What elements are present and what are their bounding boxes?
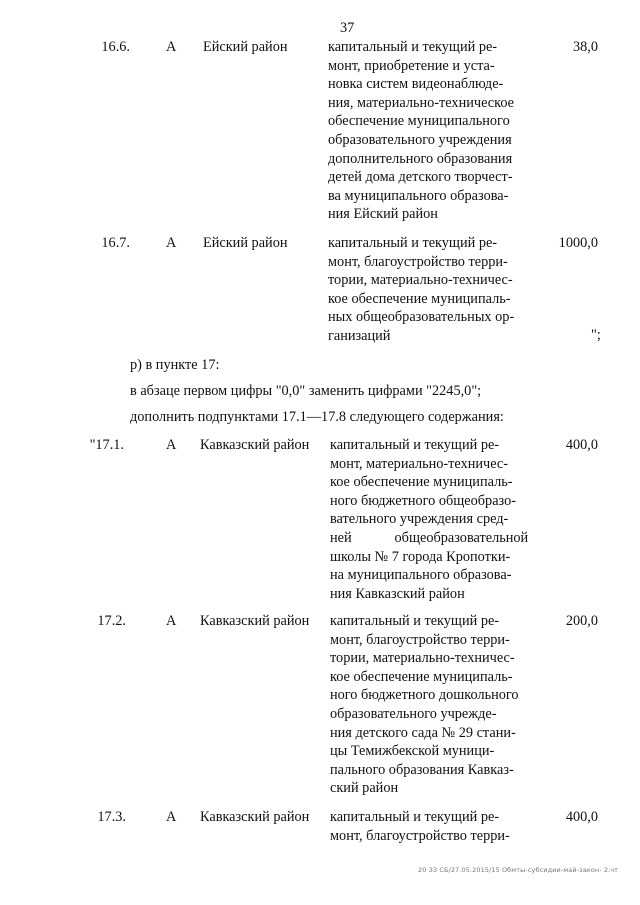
desc-line: обеспечение муниципального [328, 113, 510, 130]
desc-line: капитальный и текущий ре- [330, 809, 500, 825]
row-description [328, 38, 530, 224]
desc-line: цы Темижбекской муници- [330, 743, 495, 760]
row-amount: 400,0 [565, 809, 598, 825]
row-number: 16.6. [101, 39, 130, 55]
row-category: А [166, 613, 177, 629]
desc-line: ного бюджетного дошкольного [330, 687, 519, 704]
row-category: А [166, 39, 177, 55]
row-district: Ейский район [203, 235, 288, 251]
row-district: Кавказский район [200, 613, 310, 629]
desc-line: ва муниципального образова- [328, 187, 509, 204]
row-amount: 400,0 [565, 437, 598, 453]
desc-line: капитальный и текущий ре- [330, 613, 500, 629]
desc-line: монт, благоустройство терри- [330, 631, 510, 648]
desc-line: новка систем видеонаблюде- [328, 76, 504, 93]
row-description [330, 808, 532, 845]
desc-line: капитальный и текущий ре- [330, 437, 500, 453]
desc-line: кое обеспечение муниципаль- [330, 668, 513, 685]
row-description [330, 612, 532, 798]
desc-line: тории, материально-техничес- [328, 272, 513, 289]
desc-line: школы № 7 города Кропотки- [330, 548, 511, 565]
desc-line: капитальный и текущий ре- [328, 39, 498, 55]
desc-line: монт, благоустройство терри- [328, 253, 508, 270]
desc-line: ния, материально-техническое [328, 94, 515, 111]
row-amount: 200,0 [565, 613, 598, 629]
desc-line: ных общеобразовательных ор- [328, 309, 515, 326]
desc-line: детей дома детского творчест- [328, 169, 513, 186]
desc-line: дополнительного образования [328, 150, 513, 167]
row-category: А [166, 809, 177, 825]
desc-line: ганизаций [328, 327, 391, 344]
desc-line: пального образования Кавказ- [330, 761, 514, 778]
desc-line: вательного учреждения сред- [330, 511, 509, 528]
document-footer: 20 ЗЗ СБ/27.05.2015/15 Обмты-субсидии-май-закон- 2.чт [418, 866, 619, 874]
row-category: А [166, 235, 177, 251]
desc-line: ней общеобразовательной [330, 529, 529, 546]
desc-line: тории, материально-техничес- [330, 650, 515, 667]
closing-quote: "; [591, 327, 601, 343]
paragraph: в абзаце первом цифры "0,0" заменить цифрами "2245,0"; [130, 383, 482, 399]
desc-line: монт, материально-техничес- [330, 455, 509, 472]
desc-line: ния детского сада № 29 стани- [330, 724, 516, 741]
desc-line: кое обеспечение муниципаль- [328, 290, 511, 307]
paragraph: дополнить подпунктами 17.1—17.8 следующего содержания: [130, 409, 504, 425]
row-number: 17.3. [97, 809, 126, 825]
row-amount: 38,0 [572, 39, 598, 55]
paragraph: р) в пункте 17: [130, 357, 220, 373]
desc-line: капитальный и текущий ре- [328, 235, 498, 251]
desc-line: ский район [330, 780, 399, 797]
row-district: Кавказский район [200, 809, 310, 825]
row-category: А [166, 437, 177, 453]
row-amount: 1000,0 [558, 235, 598, 251]
row-description [330, 436, 532, 603]
desc-line: монт, благоустройство терри- [330, 827, 510, 844]
row-number: 16.7. [101, 235, 130, 251]
desc-line: образовательного учрежде- [330, 705, 497, 722]
desc-line: ния Ейский район [328, 206, 438, 223]
row-district: Ейский район [203, 39, 288, 55]
row-description [328, 234, 530, 346]
row-number: 17.2. [97, 613, 126, 629]
row-district: Кавказский район [200, 437, 310, 453]
desc-line: монт, приобретение и уста- [328, 57, 495, 74]
row-number: "17.1. [89, 437, 124, 453]
desc-line: ного бюджетного общеобразо- [330, 492, 517, 509]
desc-line: ния Кавказский район [330, 585, 465, 602]
desc-line: на муниципального образова- [330, 567, 512, 584]
page-number: 37 [340, 20, 355, 36]
desc-line: образовательного учреждения [328, 131, 512, 148]
desc-line: кое обеспечение муниципаль- [330, 474, 513, 491]
